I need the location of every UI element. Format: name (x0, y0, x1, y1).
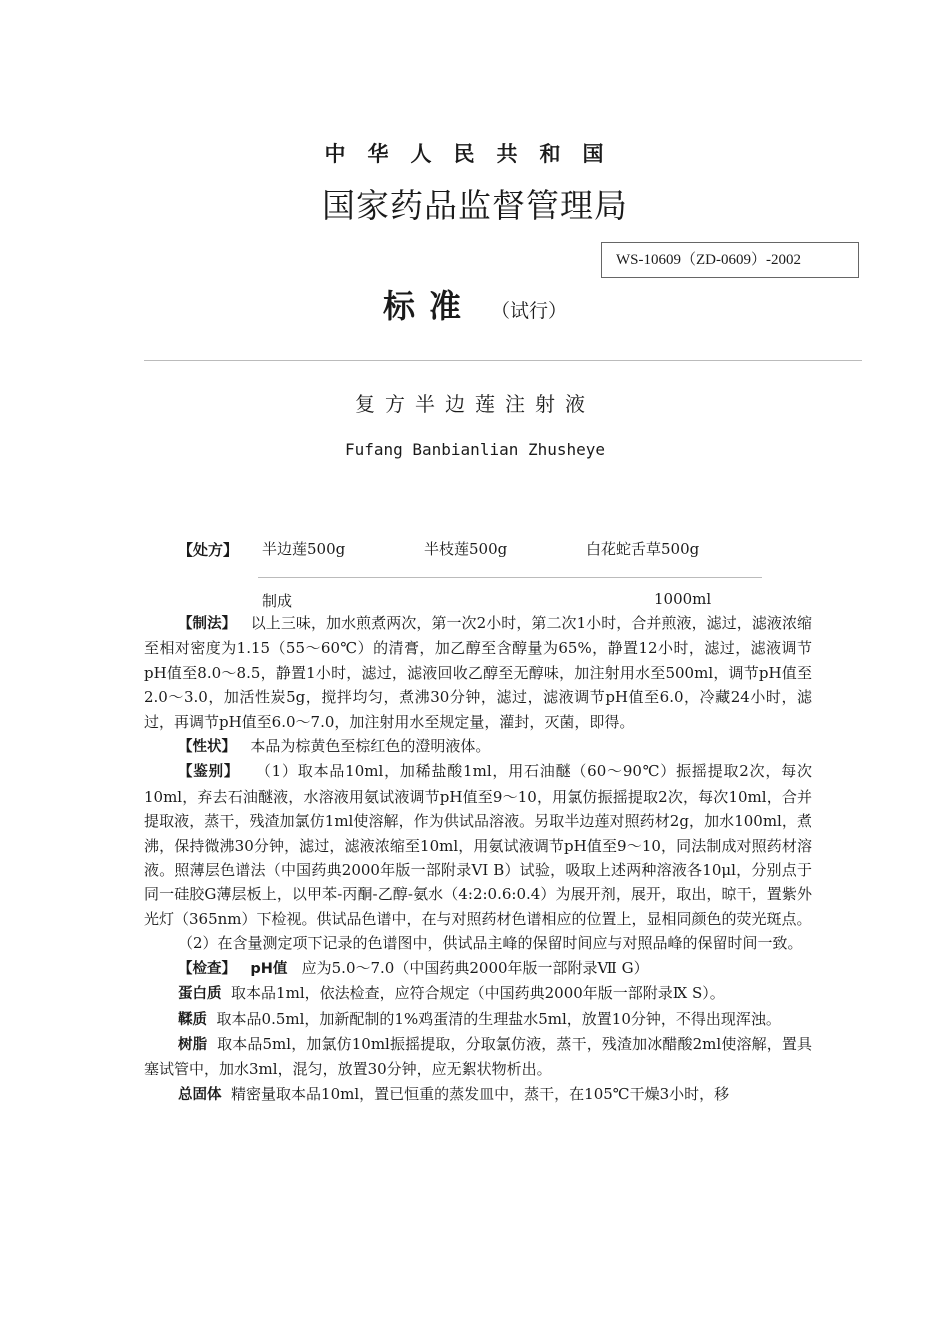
resin-text: 取本品5ml，加氯仿10ml振摇提取，分取氯仿液，蒸干，残渣加冰醋酸2ml使溶解，置具塞试管中，加水3ml，混匀，放置30分钟，应无絮状物析出。 (144, 1034, 813, 1079)
yield-value: 1000ml (654, 590, 712, 608)
character-text: 本品为棕黄色至棕红色的澄明液体。 (250, 737, 491, 756)
standard-code: WS-10609（ZD-0609）-2002 (601, 242, 859, 278)
method-paragraph (144, 611, 812, 734)
drug-chinese-name: 复方半边莲注射液 (355, 392, 595, 416)
solids-label: 总固体 (178, 1086, 222, 1103)
resin-label: 树脂 (178, 1036, 208, 1053)
protein-label: 蛋白质 (178, 986, 222, 1003)
solids-paragraph (144, 1082, 812, 1107)
protein-text: 取本品1ml，依法检查，应符合规定（中国药典2000年版一部附录Ⅸ S）。 (231, 984, 725, 1003)
drug-pinyin-name: Fufang Banbianlian Zhusheye (344, 440, 606, 459)
identification-label: 【鉴别】 (178, 764, 240, 781)
ph-label: pH值 (250, 960, 288, 977)
method-text: 以上三味，加水煎煮两次，第一次2小时，第二次1小时，合并煎液，滤过，滤液浓缩至相对密度为1.15（55～60℃）的清膏，加乙醇至含醇量为65%，静置12小时，滤过，滤液调节pH值至8.0～8.5，静置1小时，滤过，滤液回收乙醇至无醇味，加注射用水至500ml，调节pH值至2.0～3.0，加活性炭5g，搅拌均匀，煮沸30分钟，滤过，滤液调节pH值至6.0，冷藏24小时，滤过，再调节pH值至6.0～7.0，加注射用水至规定量，灌封，灭菌，即得。 (144, 614, 813, 731)
bureau-title: 国家药品监督管理局 (322, 186, 628, 225)
solids-text: 精密量取本品10ml，置已恒重的蒸发皿中，蒸干，在105℃干燥3小时，移 (231, 1084, 730, 1103)
protein-paragraph (144, 981, 812, 1006)
check-label: 【检查】 (178, 960, 236, 977)
character-paragraph (144, 734, 812, 759)
identification-text-1: （1）取本品10ml，加稀盐酸1ml，用石油醚（60～90℃）振摇提取2次，每次10ml，弃去石油醚液，水溶液用氨试液调节pH值至9～10，用氯仿振摇提取2次，每次10ml，合并提取液，蒸干，残渣加氯仿1ml使溶解，作为供试品溶液。另取半边莲对照药材2g，加水100ml，煮沸，保持微沸30分钟，滤过，滤液浓缩至10ml，用氨试液调节pH值至9～10，同法制成对照药材溶液。照薄层色谱法（中国药典2000年版一部附录VI B）试验，吸取上述两种溶液各10μl，分别点于同一硅胶G薄层板上，以甲苯-丙酮-乙醇-氨水（4:2:0.6:0.4）为展开剂，展开，取出，晾干，置紫外光灯（365nm）下检视。供试品色谱中，在与对照药材色谱相应的位置上，显相同颜色的荧光斑点。 (144, 762, 813, 928)
standard-title: 标准 (382, 287, 475, 325)
identification-paragraph-2 (144, 931, 812, 955)
check-paragraph (144, 956, 812, 981)
identification-text-2: （2）在含量测定项下记录的色谱图中，供试品主峰的保留时间应与对照品峰的保留时间一致。 (178, 934, 803, 953)
ingredient-2: 半枝莲500g (424, 540, 508, 558)
resin-paragraph (144, 1032, 812, 1082)
country-name: 中华人民共和国 (324, 142, 626, 166)
tannin-paragraph (144, 1007, 812, 1032)
yield-label: 制成 (262, 592, 293, 610)
ingredient-1: 半边莲500g (262, 540, 346, 558)
trial-label: （试行） (491, 300, 568, 322)
divider (144, 360, 862, 361)
ingredient-3: 白花蛇舌草500g (586, 540, 700, 558)
prescription-divider (258, 577, 762, 578)
tannin-text: 取本品0.5ml，加新配制的1%鸡蛋清的生理盐水5ml，放置10分钟，不得出现浑浊。 (216, 1009, 781, 1028)
tannin-label: 鞣质 (178, 1011, 207, 1028)
monograph-body (144, 611, 812, 1107)
prescription-label: 【处方】 (178, 541, 239, 559)
ph-text: 应为5.0～7.0（中国药典2000年版一部附录Ⅶ G） (301, 958, 649, 977)
method-label: 【制法】 (178, 616, 237, 632)
standard-heading (0, 281, 950, 327)
character-label: 【性状】 (178, 739, 236, 756)
identification-paragraph (144, 759, 812, 931)
